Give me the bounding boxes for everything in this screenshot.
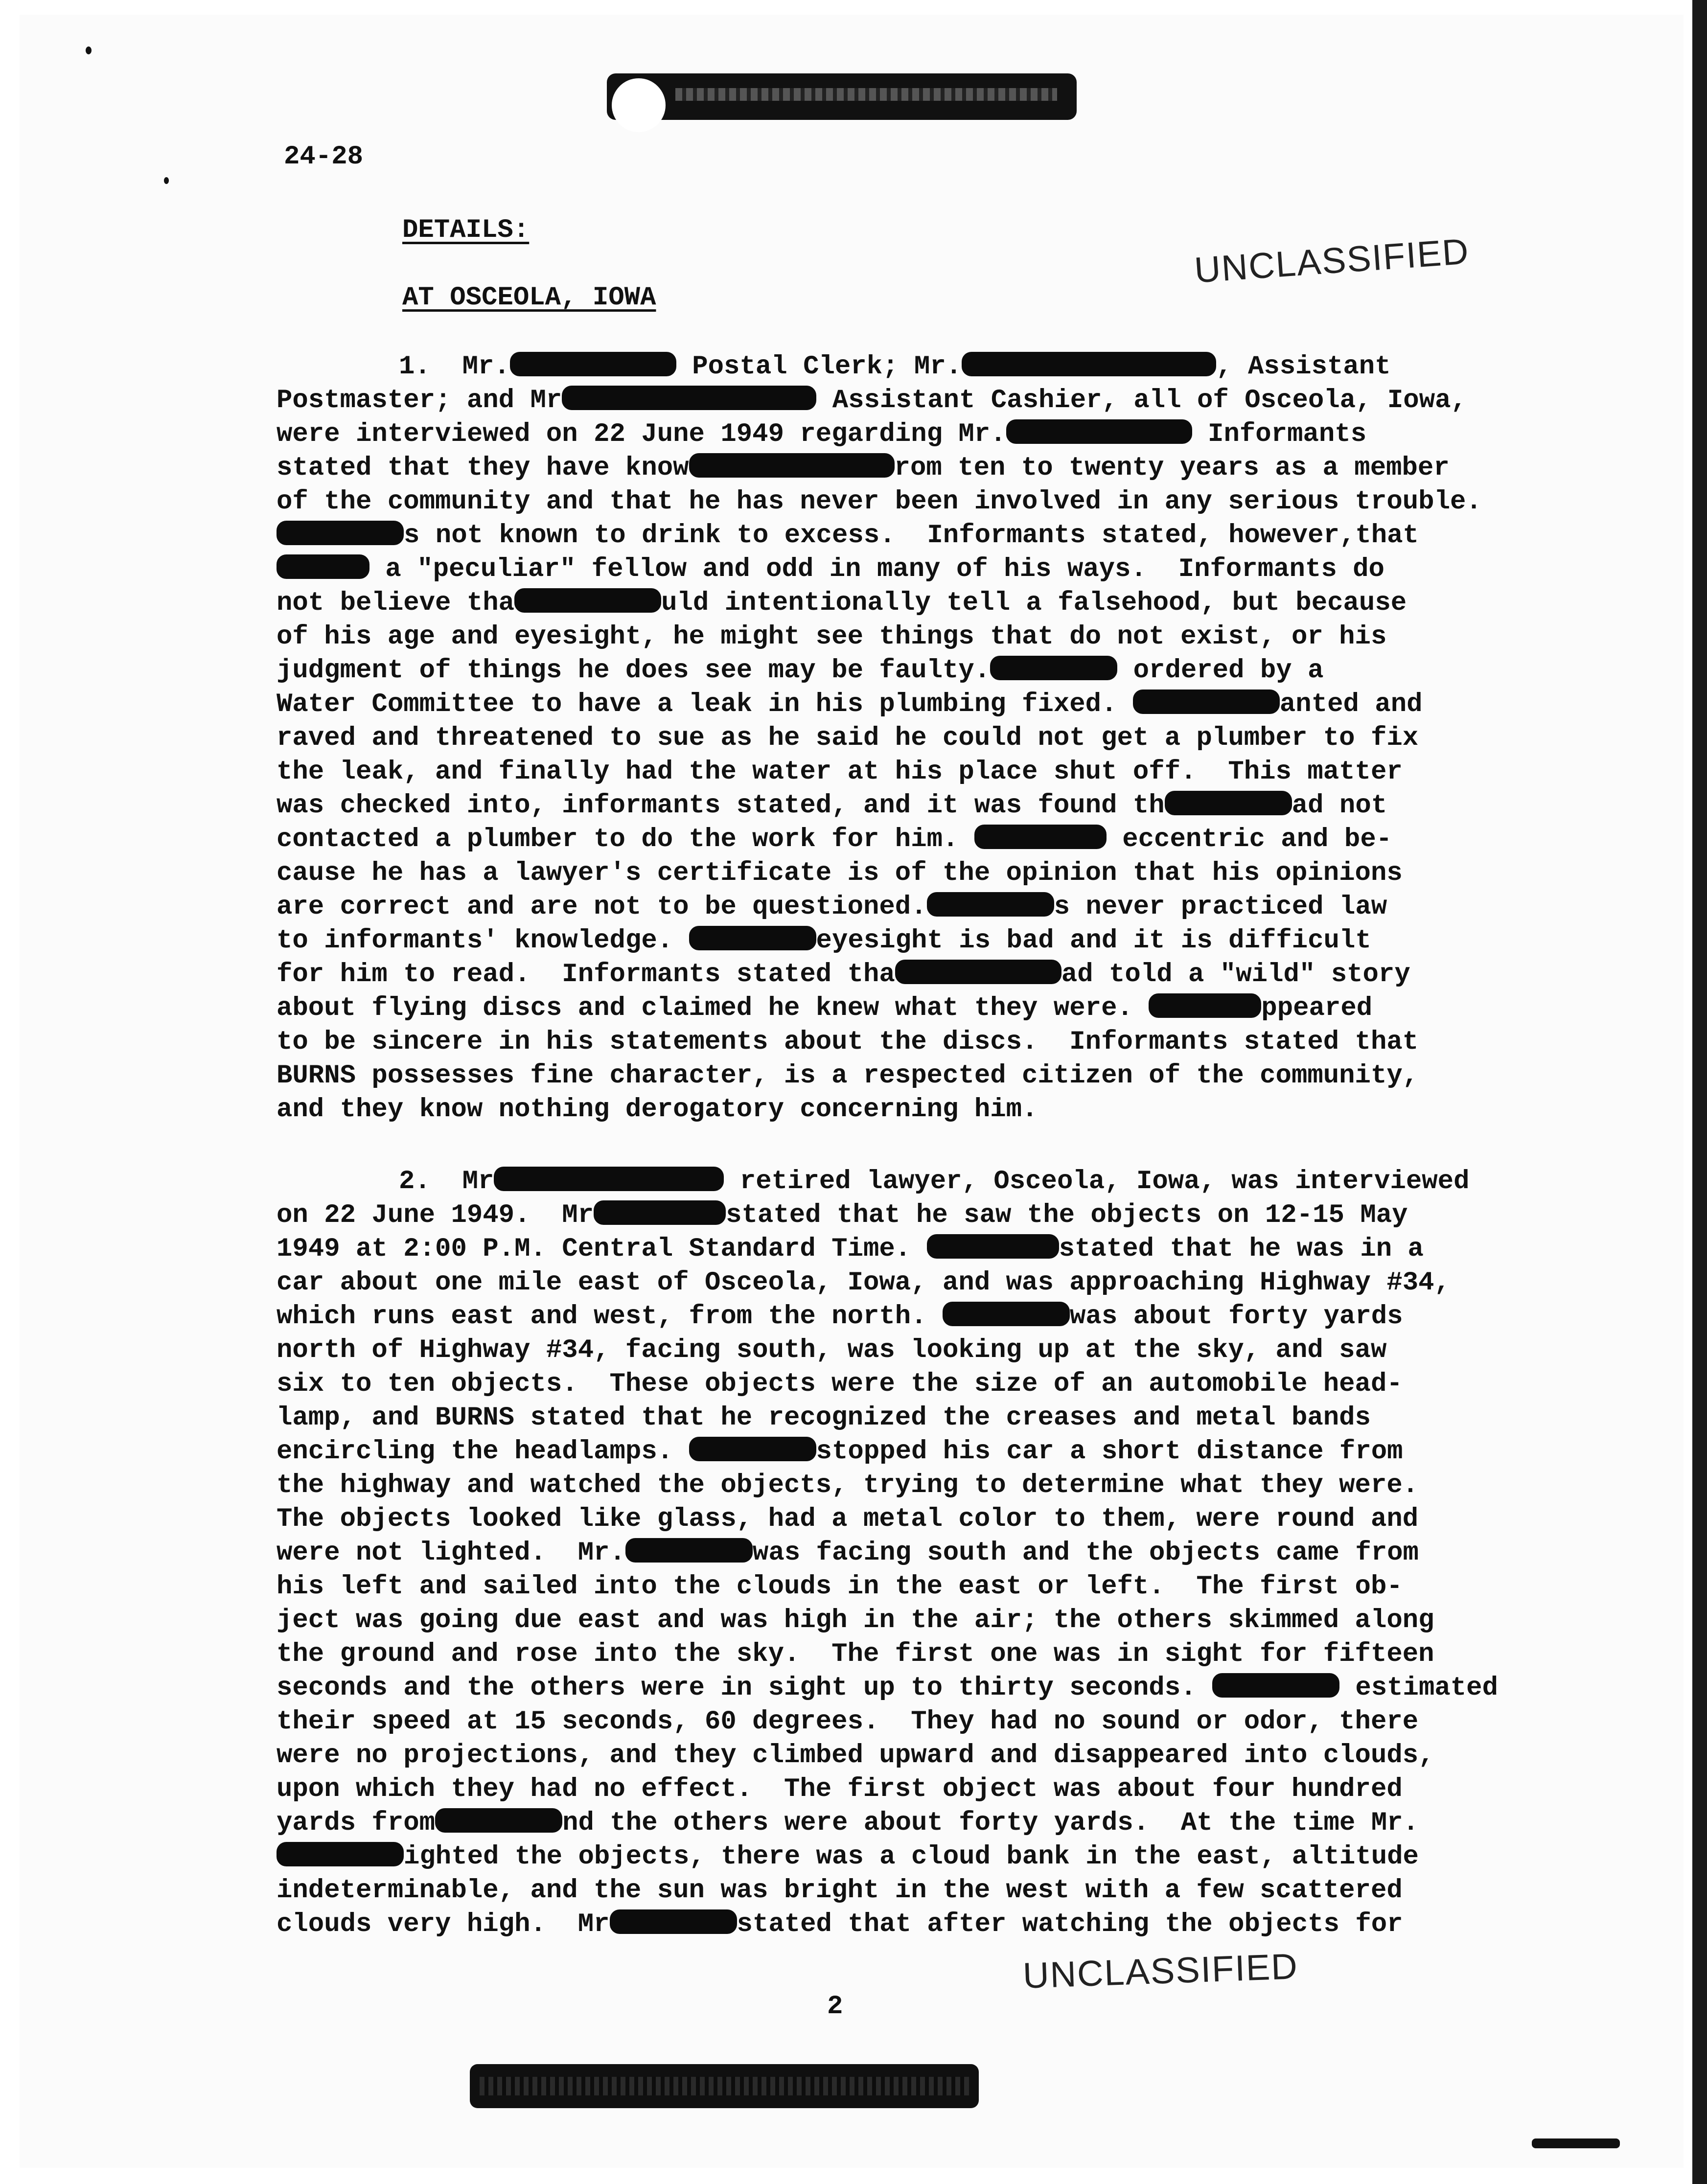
text-line: his left and sailed into the clouds in the east or left. The first ob- — [277, 1572, 1403, 1602]
text-line: encircling the headlamps. stopped his car a short distance from — [277, 1437, 1403, 1467]
redaction-block — [610, 1909, 737, 1934]
text-line: upon which they had no effect. The first object was about four hundred — [277, 1774, 1403, 1804]
text-line: yards from nd the others were about forty yards. At the time Mr. — [277, 1808, 1419, 1838]
redaction-block — [625, 1538, 753, 1563]
text-line: raved and threatened to sue as he said he could not get a plumber to fix — [277, 723, 1419, 753]
text-line: north of Highway #34, facing south, was looking up at the sky, and saw — [277, 1335, 1387, 1365]
paragraph-2 — [277, 1165, 1573, 1941]
text-line: clouds very high. Mr stated that after watching the objects for — [277, 1909, 1403, 1939]
text-line: were interviewed on 22 June 1949 regarding Mr. Informants — [277, 419, 1367, 449]
redaction-block — [943, 1302, 1070, 1326]
location-heading: AT OSCEOLA, IOWA — [402, 283, 656, 313]
redaction-block — [927, 1234, 1059, 1259]
text-line: contacted a plumber to do the work for him. eccentric and be- — [277, 825, 1392, 854]
text-line: ject was going due east and was high in the air; the others skimmed along — [277, 1606, 1434, 1635]
text-line: which runs east and west, from the north. was about forty yards — [277, 1302, 1403, 1332]
redaction-block — [962, 352, 1216, 376]
redaction-block — [689, 453, 895, 478]
redaction-block — [562, 386, 816, 410]
redaction-block — [277, 521, 404, 545]
classification-stamp-bottom: UNCLASSIFIED — [1022, 1946, 1299, 1996]
text-line: s not known to drink to excess. Informants stated, however,that — [277, 519, 1573, 552]
text-line: ighted the objects, there was a cloud bank in the east, altitude — [277, 1840, 1573, 1874]
scan-speck — [164, 177, 169, 184]
redaction-block — [514, 588, 661, 613]
redaction-block — [594, 1200, 726, 1225]
redaction-block — [494, 1167, 724, 1191]
redaction-block — [1006, 419, 1192, 444]
redaction-block — [895, 960, 1061, 984]
text-line: their speed at 15 seconds, 60 degrees. They had no sound or odor, there — [277, 1707, 1419, 1737]
text-line: seconds and the others were in sight up to thirty seconds. estimated — [277, 1673, 1498, 1703]
text-line: cause he has a lawyer's certificate is of the opinion that his opinions — [277, 858, 1403, 888]
text-line: BURNS possesses fine character, is a respected citizen of the community, — [277, 1061, 1419, 1091]
bottom-redaction-bar — [470, 2064, 979, 2108]
text-line: the ground and rose into the sky. The first one was in sight for fifteen — [277, 1639, 1434, 1669]
text-line: a "peculiar" fellow and odd in many of his ways. Informants do — [277, 552, 1573, 586]
redaction-block — [277, 1842, 404, 1866]
top-redaction-bar — [607, 73, 1077, 120]
redaction-block — [435, 1808, 562, 1833]
text-line: Water Committee to have a leak in his plumbing fixed. anted and — [277, 690, 1423, 719]
text-line: were not lighted. Mr. was facing south and the objects came from — [277, 1538, 1419, 1568]
punch-hole — [612, 78, 666, 132]
redaction-block — [689, 926, 816, 950]
redaction-block — [277, 554, 369, 579]
scan-speck — [86, 46, 92, 54]
text-line: was checked into, informants stated, and it was found th ad not — [277, 791, 1387, 821]
text-line: not believe tha uld intentionally tell a falsehood, but because — [277, 588, 1407, 618]
page-number: 2 — [827, 1992, 843, 2022]
redaction-block — [689, 1437, 816, 1461]
text-line: to be sincere in his statements about the discs. Informants stated that — [277, 1027, 1419, 1057]
text-line: indeterminable, and the sun was bright in the west with a few scattered — [277, 1876, 1403, 1906]
text-line: lamp, and BURNS stated that he recognized the creases and metal bands — [277, 1403, 1371, 1433]
redaction-block — [1149, 993, 1261, 1018]
paragraph-1 — [277, 350, 1573, 1126]
text-line: of the community and that he has never been involved in any serious trouble. — [277, 487, 1482, 517]
text-line: The objects looked like glass, had a metal color to them, were round and — [277, 1504, 1419, 1534]
redaction-block — [1165, 791, 1292, 815]
text-line: judgment of things he does see may be faulty. ordered by a — [277, 656, 1324, 686]
text-line: to informants' knowledge. eyesight is bad and it is difficult — [277, 926, 1371, 956]
scan-edge — [1692, 0, 1707, 2184]
text-line: Postmaster; and Mr Assistant Cashier, all of Osceola, Iowa, — [277, 386, 1467, 415]
text-line: car about one mile east of Osceola, Iowa, and was approaching Highway #34, — [277, 1268, 1450, 1298]
scan-smudge — [1532, 2138, 1620, 2148]
text-line: for him to read. Informants stated tha ad told a "wild" story — [277, 960, 1410, 989]
text-line: on 22 June 1949. Mr stated that he saw the objects on 12-15 May — [277, 1200, 1408, 1230]
text-line: 1. Mr. Postal Clerk; Mr. , Assistant — [399, 352, 1391, 382]
redaction-block — [1133, 690, 1280, 714]
redaction-block — [510, 352, 676, 376]
text-line: are correct and are not to be questioned. s never practiced law — [277, 892, 1387, 922]
text-line: 1949 at 2:00 P.M. Central Standard Time. stated that he was in a — [277, 1234, 1424, 1264]
text-line: about flying discs and claimed he knew what they were. ppeared — [277, 993, 1373, 1023]
redaction-block — [927, 892, 1054, 917]
text-line: six to ten objects. These objects were the size of an automobile head- — [277, 1369, 1403, 1399]
redaction-block — [974, 825, 1107, 849]
text-line: the highway and watched the objects, trying to determine what they were. — [277, 1471, 1419, 1500]
text-line: stated that they have know rom ten to twenty years as a member — [277, 453, 1450, 483]
text-line: 2. Mr retired lawyer, Osceola, Iowa, was interviewed — [399, 1167, 1470, 1196]
details-heading: DETAILS: — [402, 215, 530, 245]
text-line: the leak, and finally had the water at his place shut off. This matter — [277, 757, 1403, 787]
classification-stamp-top: UNCLASSIFIED — [1193, 230, 1471, 291]
text-line: were no projections, and they climbed upward and disappeared into clouds, — [277, 1741, 1434, 1770]
redaction-block — [990, 656, 1117, 680]
document-number: 24-28 — [284, 142, 364, 172]
text-line: of his age and eyesight, he might see things that do not exist, or his — [277, 622, 1387, 652]
redaction-block — [1212, 1673, 1339, 1698]
text-line: and they know nothing derogatory concerning him. — [277, 1095, 1038, 1125]
